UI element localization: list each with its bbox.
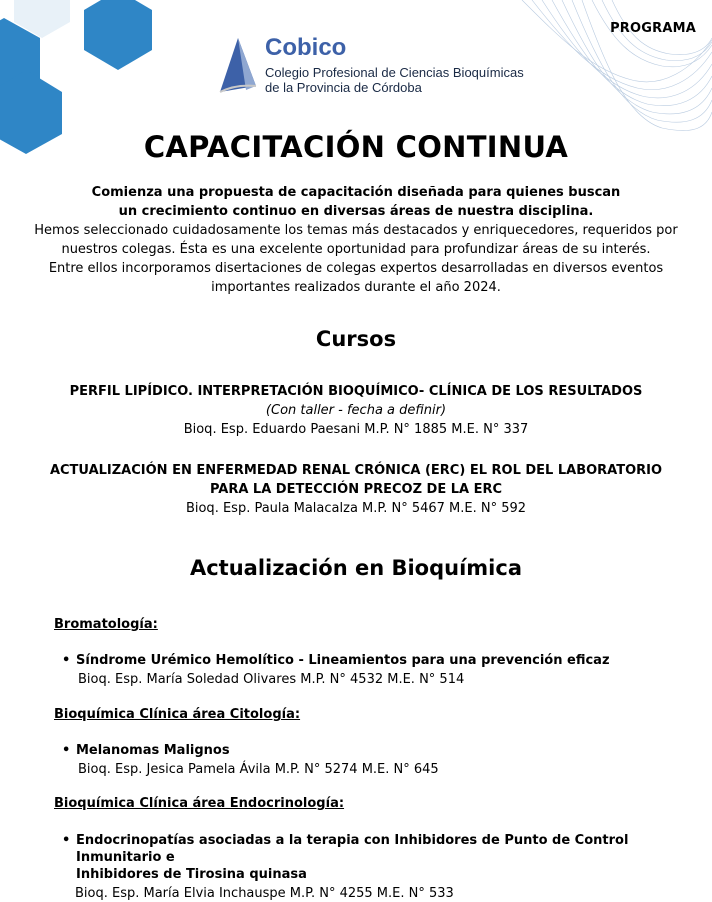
item-speaker: Bioq. Esp. María Soledad Olivares M.P. N° 4532 M.E. N° 514: [78, 672, 465, 687]
course-title: ACTUALIZACIÓN EN ENFERMEDAD RENAL CRÓNICA (ERC) EL ROL DEL LABORATORIO: [49, 463, 663, 478]
area-item: [62, 832, 702, 902]
area-heading: Bioquímica Clínica área Citología:: [54, 707, 301, 722]
item-title: Melanomas Malignos: [76, 743, 230, 758]
cobico-logo-icon: [216, 34, 262, 96]
intro-line: un crecimiento continuo en diversas áreas de nuestra disciplina.: [118, 204, 594, 219]
course-item: [0, 461, 712, 518]
update-heading: Actualización en Bioquímica: [189, 556, 522, 580]
item-title: Inhibidores de Tirosina quinasa: [76, 867, 307, 882]
courses-heading: Cursos: [315, 327, 397, 351]
course-title: PARA LA DETECCIÓN PRECOZ DE LA ERC: [209, 482, 503, 497]
area-item: [62, 652, 702, 688]
area-heading: Bioquímica Clínica área Endocrinología:: [54, 796, 345, 811]
intro-paragraph: [0, 183, 712, 297]
course-note: (Con taller - fecha a definir): [265, 403, 447, 418]
item-title: Endocrinopatías asociadas a la terapia con Inhibidores de Punto de Control Inmunitario e: [76, 833, 629, 865]
intro-line: nuestros colegas. Ésta es una excelente oportunidad para profundizar áreas de su interés.: [61, 242, 651, 257]
bullet-icon: •: [62, 833, 71, 848]
intro-line: Entre ellos incorporamos disertaciones de colegas expertos desarrolladas en diversos eventos: [48, 261, 664, 276]
item-title: Síndrome Urémico Hemolítico - Lineamientos para una prevención eficaz: [76, 653, 610, 668]
course-item: [0, 382, 712, 439]
course-speaker: Bioq. Esp. Paula Malacalza M.P. N° 5467 M.E. N° 592: [185, 501, 527, 516]
area-heading: Bromatología:: [54, 617, 158, 632]
cobico-logo: [216, 34, 546, 96]
bullet-icon: •: [62, 653, 71, 668]
page-title: CAPACITACIÓN CONTINUA: [143, 130, 569, 164]
area-item: [62, 742, 702, 778]
item-speaker: Bioq. Esp. María Elvia Inchauspe M.P. N° 4255 M.E. N° 533: [75, 886, 454, 901]
course-speaker: Bioq. Esp. Eduardo Paesani M.P. N° 1885 M.E. N° 337: [183, 422, 529, 437]
program-label: PROGRAMA: [610, 21, 696, 36]
logo-subtitle-line2: de la Provincia de Córdoba: [265, 80, 422, 95]
intro-line: importantes realizados durante el año 2024.: [211, 280, 501, 295]
intro-line: Hemos seleccionado cuidadosamente los temas más destacados y enriquecedores, requeridos por: [34, 223, 678, 238]
item-speaker: Bioq. Esp. Jesica Pamela Ávila M.P. N° 5274 M.E. N° 645: [78, 762, 439, 777]
bullet-icon: •: [62, 743, 71, 758]
logo-subtitle-line1: Colegio Profesional de Ciencias Bioquímicas: [265, 65, 524, 80]
logo-name: Cobico: [265, 34, 347, 61]
intro-line: Comienza una propuesta de capacitación diseñada para quienes buscan: [91, 185, 621, 200]
course-title: PERFIL LIPÍDICO. INTERPRETACIÓN BIOQUÍMICO- CLÍNICA DE LOS RESULTADOS: [69, 384, 643, 399]
